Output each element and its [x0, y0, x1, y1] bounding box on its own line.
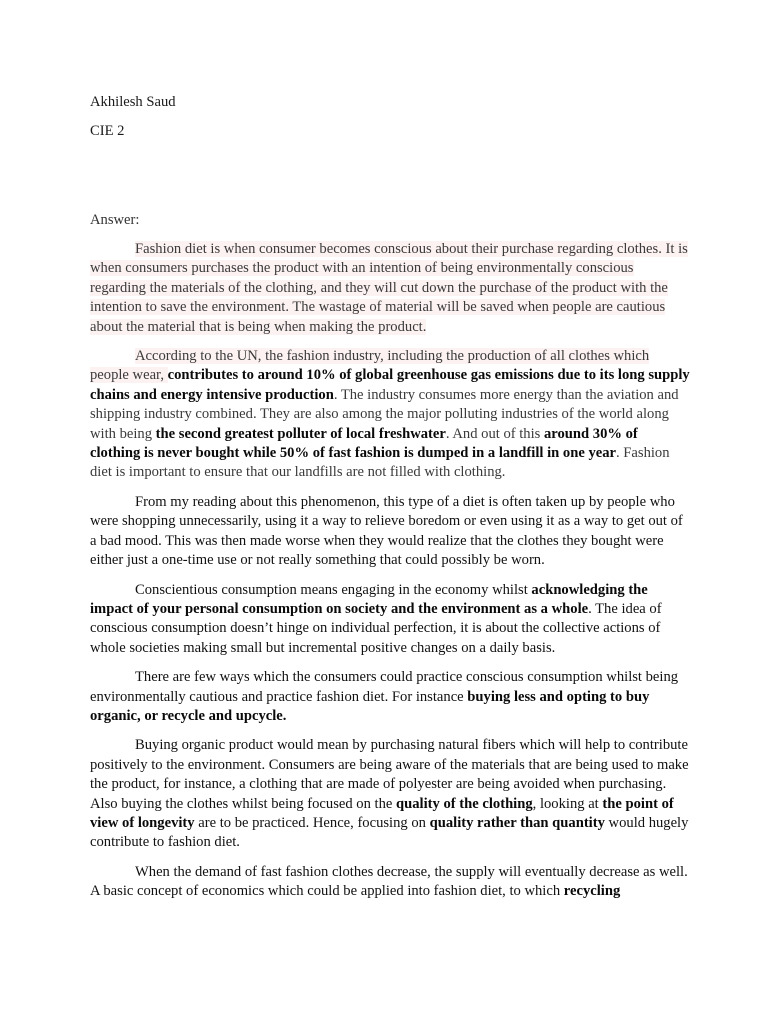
text-run: When the demand of fast fashion clothes decrease, the supply will eventually decrease as well. A basic concept of economics which could be applied into fashion diet, to which — [90, 863, 688, 900]
text-run: . Fashion diet is important to ensure that our landfills are not filled with clothing. — [90, 445, 670, 481]
text-run: According to the UN, the fashion industry, including the production of all clothes which people wear, — [90, 348, 650, 384]
text-run: would hugely contribute to fashion diet. — [90, 814, 689, 851]
author-name: Akhilesh Saud — [90, 94, 176, 110]
bold-phrase: the point of view of longevity — [90, 795, 674, 831]
text-run: , looking at — [532, 795, 603, 812]
answer-paragraph — [90, 668, 690, 726]
bold-phrase: around 30% of clothing is never bought while 50% of fast fashion is dumped in a landfill in one year — [90, 425, 638, 462]
bold-phrase: contributes to around 10% of global greenhouse gas emissions due to its long supply chains and energy intensive production — [90, 367, 690, 403]
text-run: . The industry consumes more energy than the aviation and shipping industry combined. They are also among the major polluting industries of the world along with being — [90, 386, 679, 442]
text-run: . And out of this — [445, 425, 544, 442]
answer-paragraph — [90, 347, 690, 483]
text-run: Fashion diet is when consumer becomes conscious about their purchase regarding clothes. It is when consumers purchases the product with an intention of being environmentally conscious regarding the materials of the clothing, and they will cut down the purchase of the product with the intention to save the environment. The wastage of material will be saved when people are cautious about the material that is being when making the product. — [90, 241, 688, 335]
bold-phrase: the second greatest polluter of local freshwater — [155, 425, 446, 442]
answer-paragraph — [90, 863, 690, 902]
text-run: From my reading about this phenomenon, this type of a diet is often taken up by people who were shopping unnecessarily, using it a way to relieve boredom or even using it as a way to get out of a bad mood. This was then made worse when they would realize that the clothes they bought were either just a one-time use or not really something that could possibly be worn. — [90, 493, 683, 569]
bold-phrase: acknowledging the impact of your personal consumption on society and the environment as a whole — [90, 581, 648, 617]
text-run: Buying organic product would mean by purchasing natural fibers which will help to contribute positively to the environment. Consumers are being aware of the materials that are being used to make the product, for instance, a clothing that are made of polyester are being avoided when purchasing. Also buying the clothes whilst being focused on the — [90, 737, 689, 812]
answer-paragraph — [90, 493, 690, 571]
text-run: . The idea of conscious consumption doesn’t hinge on individual perfection, it is about the collective actions of whole societies making small but incremental positive changes on a daily basis. — [90, 600, 662, 656]
bold-phrase: recycling — [563, 883, 621, 900]
answer-label: Answer: — [90, 212, 140, 228]
text-run: There are few ways which the consumers could practice conscious consumption whilst being environmentally cautious and practice fashion diet. For instance — [90, 669, 679, 705]
answer-paragraph — [90, 581, 690, 659]
answer-paragraph — [90, 240, 690, 337]
bold-phrase: buying less and opting to buy organic, or recycle and upcycle. — [90, 688, 650, 724]
bold-phrase: quality rather than quantity — [429, 814, 605, 831]
answer-body — [90, 240, 690, 912]
bold-phrase: quality of the clothing — [396, 795, 533, 812]
course-code: CIE 2 — [90, 123, 125, 139]
answer-paragraph — [90, 736, 690, 852]
text-run: Conscientious consumption means engaging in the economy whilst — [135, 581, 532, 598]
text-run: are to be practiced. Hence, focusing on — [194, 814, 430, 831]
